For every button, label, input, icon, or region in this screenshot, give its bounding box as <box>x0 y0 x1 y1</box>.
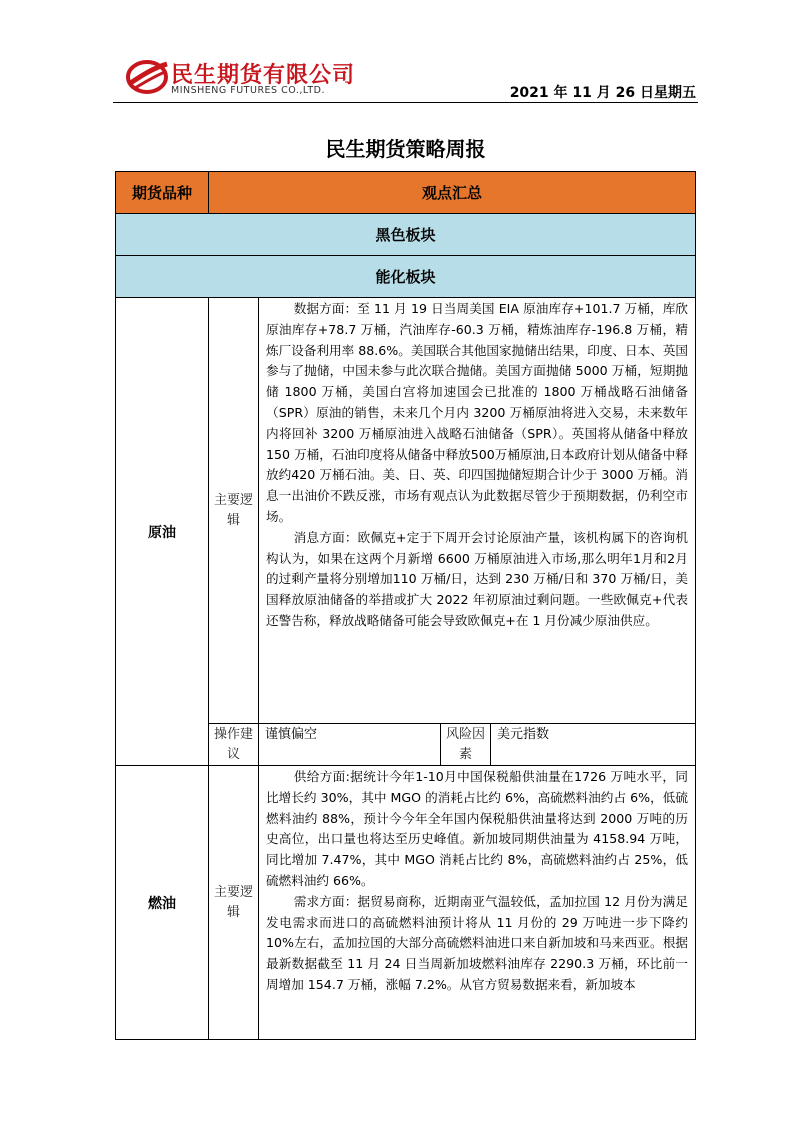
crude-data-paragraph: 数据方面：至 11 月 19 日当周美国 EIA 原油库存+101.7 万桶，库欣原油库存+78.7 万桶，汽油库存-60.3 万桶，精炼油库存-196.8 万桶，精炼厂设备利用率 88.6%。美国联合其他国家抛储出结果，印度、日本、英国参与了抛储，中国未参与此次联合抛储。美国方面抛储 5000 万桶，短期抛储 1800 万桶，美国白宫将加速国会已批准的 1800 万桶战略石油储备（SPR）原油的销售，未来几个月内 3200 万桶原油将进入交易，未来数年内将回补 3200 万桶原油进入战略石油储备（SPR）。英国将从储备中释放 150 万桶，石油印度将从储备中释放500万桶原油,日本政府计划从储备中释放约420 万桶石油。美、日、英、印四国抛储短期合计少于 3000 万桶。消息一出油价不跌反涨，市场有观点认为此数据尽管少于预期数据，仍利空市场。 <box>266 301 689 524</box>
table-row <box>116 766 696 1040</box>
crude-news-paragraph: 消息方面：欧佩克+定于下周开会讨论原油产量，该机构属下的咨询机构认为，如果在这两个月新增 6600 万桶原油进入市场,那么明年1月和2月的过剩产量将分别增加110 万桶/日，达到 230 万桶/日和 370 万桶/日，美国释放原油储备的举措或扩大 2022 年初原油过剩问题。一些欧佩克+代表还警告称，释放战略储备可能会导致欧佩克+在 1 月份减少原油供应。 <box>266 529 689 628</box>
company-logo <box>113 54 373 100</box>
company-name-en: MINSHENG FUTURES CO.,LTD. <box>171 85 325 96</box>
fuel-demand-paragraph: 需求方面：据贸易商称，近期南亚气温较低，孟加拉国 12 月份为满足发电需求而进口的高硫燃料油预计将从 11 月份的 29 万吨进一步下降约 10%左右，孟加拉国的大部分高硫燃料油进口来自新加坡和马来西亚。根据最新数据截至 11 月 24 日当周新加坡燃料油库存 2290.3 万桶，环比前一周增加 154.7 万桶，涨幅 7.2%。从官方贸易数据来看，新加坡本 <box>266 893 689 992</box>
logic-label: 主要逻辑 <box>209 298 259 724</box>
strategy-table <box>115 171 696 1040</box>
risk-value: 美元指数 <box>491 724 696 766</box>
section-black: 黑色板块 <box>116 214 696 256</box>
table-row <box>116 298 696 724</box>
product-crude-oil: 原油 <box>116 298 209 766</box>
table-header-row <box>116 172 696 214</box>
product-fuel-oil: 燃油 <box>116 766 209 1040</box>
operation-label: 操作建议 <box>209 724 259 766</box>
minsheng-logo-icon <box>125 58 169 94</box>
page-header <box>113 52 698 102</box>
column-header-product: 期货品种 <box>116 172 209 214</box>
operation-value: 谨慎偏空 <box>259 724 441 766</box>
fuel-supply-paragraph: 供给方面:据统计今年1-10月中国保税船供油量在1726 万吨水平，同比增长约 30%，其中 MGO 的消耗占比约 6%，高硫燃料油约占 6%，低硫燃料油约 88%，预计今今年全年国内保税船供油量将达到 2000 万吨的历史高位，出口量也将达至历史峰值。新加坡同期供油量为 4158.94 万吨，同比增加 7.47%，其中 MGO 消耗占比约 8%，高硫燃料油约占 25%，低硫燃料油约 66%。 <box>266 769 689 888</box>
header-divider <box>113 102 698 103</box>
risk-label: 风险因素 <box>441 724 491 766</box>
section-row <box>116 214 696 256</box>
logic-label: 主要逻辑 <box>209 766 259 1040</box>
report-date: 2021 年 11 月 26 日星期五 <box>509 85 696 101</box>
section-energy-chemical: 能化板块 <box>116 256 696 298</box>
fuel-logic-text <box>259 766 696 1040</box>
crude-logic-text <box>259 298 696 724</box>
report-title: 民生期货策略周报 <box>325 137 486 161</box>
column-header-summary: 观点汇总 <box>209 172 696 214</box>
company-name-cn: 民生期货有限公司 <box>171 63 356 88</box>
section-row <box>116 256 696 298</box>
